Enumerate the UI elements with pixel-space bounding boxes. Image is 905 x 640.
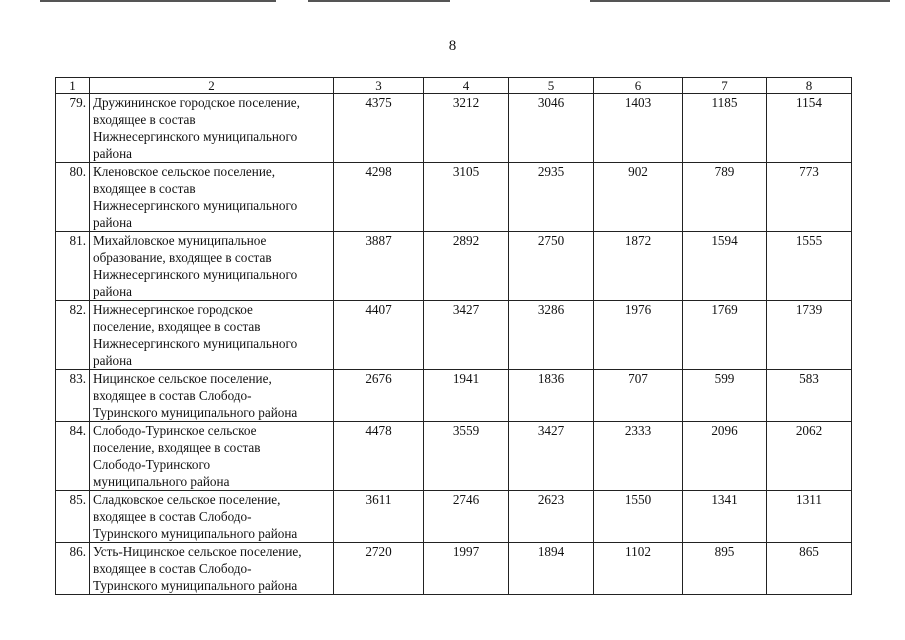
value-cell: 4375 [334, 94, 424, 163]
value-cell: 1154 [767, 94, 852, 163]
value-cell: 3212 [424, 94, 509, 163]
column-header: 6 [594, 78, 683, 94]
settlement-name-line: Кленовское сельское поселение, [93, 164, 276, 179]
settlement-name-line: района [93, 353, 133, 368]
column-header: 3 [334, 78, 424, 94]
settlement-name-line: Дружининское городское поселение, [93, 95, 300, 110]
table-row [56, 543, 852, 595]
row-number: 80. [56, 163, 90, 232]
value-cell: 4298 [334, 163, 424, 232]
value-cell: 1941 [424, 370, 509, 422]
settlement-name-line: района [93, 284, 133, 299]
row-number: 84. [56, 422, 90, 491]
row-number: 83. [56, 370, 90, 422]
settlement-name-line: Сладковское сельское поселение, [93, 492, 281, 507]
table-row [56, 491, 852, 543]
value-cell: 1836 [509, 370, 594, 422]
value-cell: 3105 [424, 163, 509, 232]
value-cell: 3427 [509, 422, 594, 491]
scan-edge-line [40, 0, 276, 2]
value-cell: 2062 [767, 422, 852, 491]
table-row [56, 232, 852, 301]
value-cell: 2333 [594, 422, 683, 491]
settlement-name-line: входящее в состав Слободо- [93, 509, 252, 524]
column-header: 4 [424, 78, 509, 94]
settlement-name-line: поселение, входящее в состав [93, 440, 261, 455]
value-cell: 583 [767, 370, 852, 422]
value-cell: 1769 [683, 301, 767, 370]
settlement-name [90, 370, 334, 422]
value-cell: 3427 [424, 301, 509, 370]
settlement-name-line: входящее в состав [93, 181, 196, 196]
value-cell: 3046 [509, 94, 594, 163]
settlement-name-line: Усть-Ницинское сельское поселение, [93, 544, 302, 559]
scan-edge-line [308, 0, 450, 2]
value-cell: 1102 [594, 543, 683, 595]
row-number: 86. [56, 543, 90, 595]
data-table [55, 77, 852, 595]
settlement-name-line: Нижнесергинского муниципального [93, 267, 298, 282]
settlement-name-line: Слободо-Туринское сельское [93, 423, 257, 438]
settlement-name [90, 543, 334, 595]
settlement-name-line: Нижнесергинское городское [93, 302, 253, 317]
settlement-name-line: Ницинское сельское поселение, [93, 371, 272, 386]
value-cell: 1311 [767, 491, 852, 543]
value-cell: 3559 [424, 422, 509, 491]
value-cell: 2623 [509, 491, 594, 543]
value-cell: 1550 [594, 491, 683, 543]
value-cell: 865 [767, 543, 852, 595]
table-row [56, 163, 852, 232]
column-header: 7 [683, 78, 767, 94]
table-row [56, 422, 852, 491]
settlement-name-line: Нижнесергинского муниципального [93, 129, 298, 144]
value-cell: 3887 [334, 232, 424, 301]
value-cell: 1739 [767, 301, 852, 370]
value-cell: 773 [767, 163, 852, 232]
settlement-name-line: Туринского муниципального района [93, 578, 298, 593]
settlement-name [90, 163, 334, 232]
value-cell: 1185 [683, 94, 767, 163]
header-row [56, 78, 852, 94]
settlement-name-line: поселение, входящее в состав [93, 319, 261, 334]
column-header: 8 [767, 78, 852, 94]
value-cell: 1976 [594, 301, 683, 370]
value-cell: 3286 [509, 301, 594, 370]
table-body [56, 94, 852, 595]
settlement-name-line: входящее в состав [93, 112, 196, 127]
settlement-name [90, 301, 334, 370]
value-cell: 902 [594, 163, 683, 232]
settlement-name-line: Слободо-Туринского [93, 457, 211, 472]
value-cell: 2676 [334, 370, 424, 422]
column-header: 2 [90, 78, 334, 94]
value-cell: 2935 [509, 163, 594, 232]
settlement-name-line: муниципального района [93, 474, 230, 489]
value-cell: 2096 [683, 422, 767, 491]
table-row [56, 94, 852, 163]
value-cell: 2750 [509, 232, 594, 301]
settlement-name [90, 491, 334, 543]
settlement-name-line: района [93, 215, 133, 230]
value-cell: 1894 [509, 543, 594, 595]
value-cell: 1403 [594, 94, 683, 163]
row-number: 79. [56, 94, 90, 163]
settlement-name [90, 94, 334, 163]
row-number: 82. [56, 301, 90, 370]
column-header: 1 [56, 78, 90, 94]
settlement-name [90, 232, 334, 301]
value-cell: 4407 [334, 301, 424, 370]
value-cell: 2720 [334, 543, 424, 595]
settlement-name-line: Туринского муниципального района [93, 526, 298, 541]
value-cell: 3611 [334, 491, 424, 543]
value-cell: 789 [683, 163, 767, 232]
settlement-name-line: образование, входящее в состав [93, 250, 272, 265]
value-cell: 1341 [683, 491, 767, 543]
row-number: 85. [56, 491, 90, 543]
table-row [56, 301, 852, 370]
settlement-name [90, 422, 334, 491]
value-cell: 895 [683, 543, 767, 595]
scan-edge-line [590, 0, 890, 2]
value-cell: 1997 [424, 543, 509, 595]
table-row [56, 370, 852, 422]
value-cell: 707 [594, 370, 683, 422]
value-cell: 2746 [424, 491, 509, 543]
settlement-name-line: Нижнесергинского муниципального [93, 198, 298, 213]
settlement-name-line: входящее в состав Слободо- [93, 561, 252, 576]
settlement-name-line: района [93, 146, 133, 161]
page-number: 8 [448, 38, 457, 54]
settlement-name-line: Нижнесергинского муниципального [93, 336, 298, 351]
row-number: 81. [56, 232, 90, 301]
column-header: 5 [509, 78, 594, 94]
value-cell: 1872 [594, 232, 683, 301]
settlement-name-line: Михайловское муниципальное [93, 233, 267, 248]
value-cell: 1594 [683, 232, 767, 301]
settlement-name-line: входящее в состав Слободо- [93, 388, 252, 403]
value-cell: 1555 [767, 232, 852, 301]
value-cell: 2892 [424, 232, 509, 301]
settlement-name-line: Туринского муниципального района [93, 405, 298, 420]
value-cell: 4478 [334, 422, 424, 491]
value-cell: 599 [683, 370, 767, 422]
